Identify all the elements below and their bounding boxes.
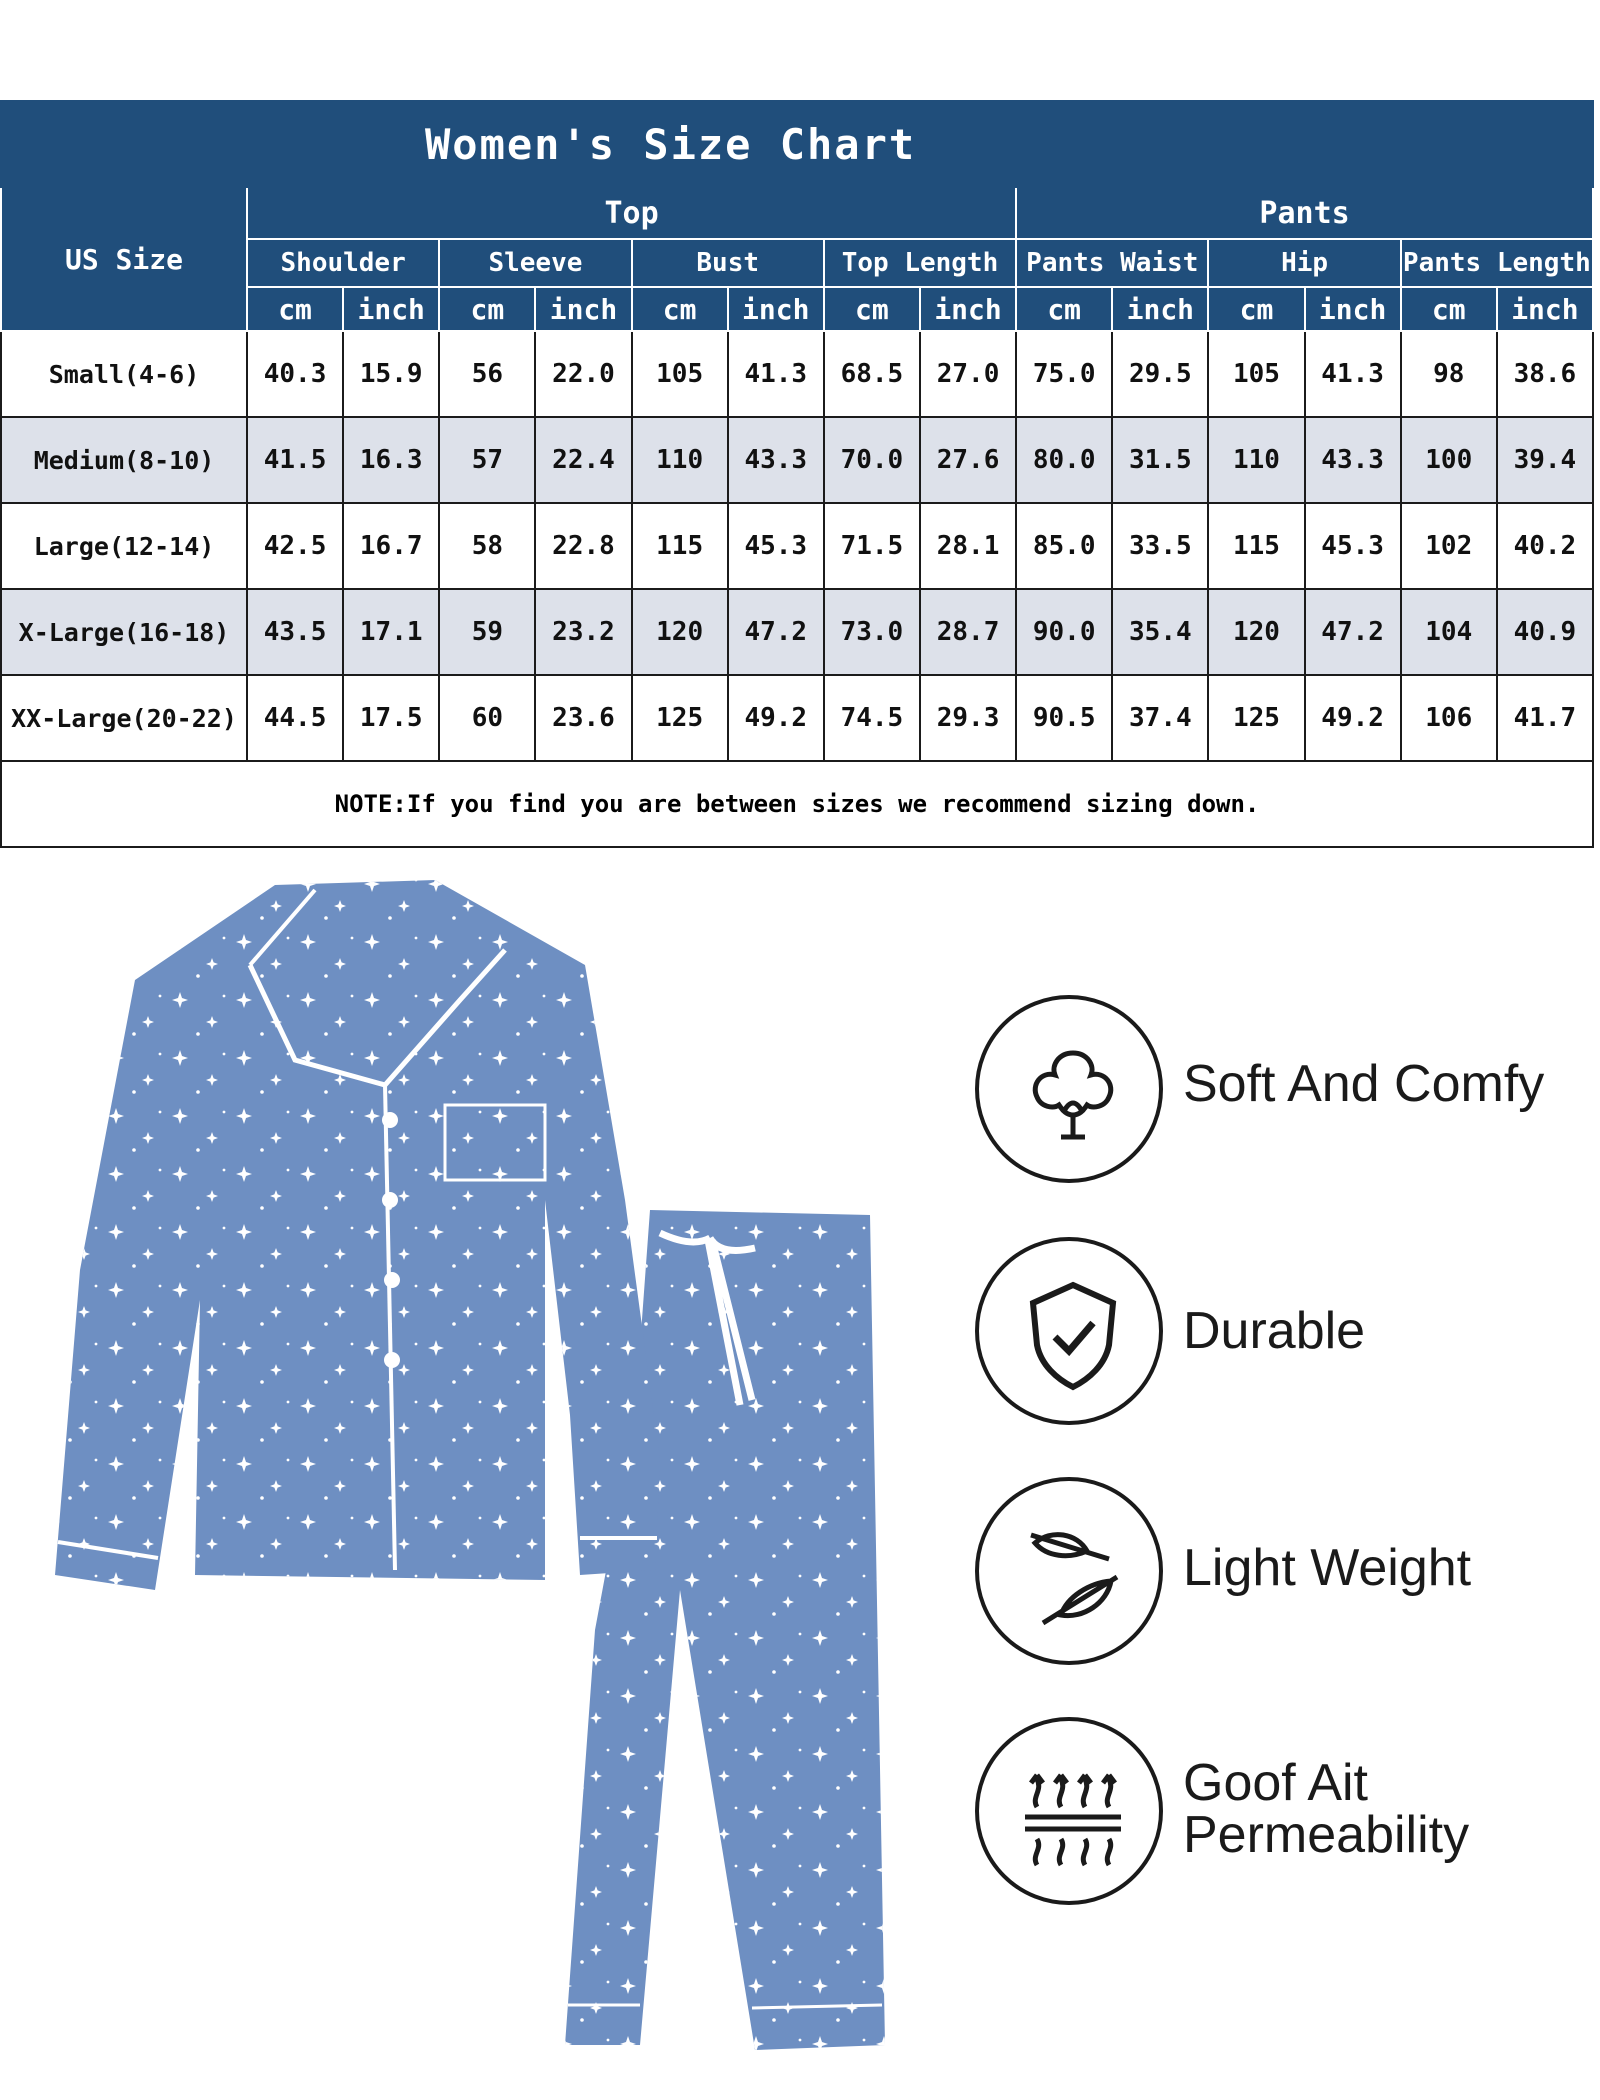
unit-header: inch bbox=[1305, 287, 1401, 331]
measurement-cell: 28.1 bbox=[920, 503, 1016, 589]
feather-icon bbox=[975, 1477, 1163, 1665]
measurement-cell: 125 bbox=[632, 675, 728, 761]
unit-header: inch bbox=[1112, 287, 1208, 331]
measurement-cell: 56 bbox=[439, 331, 535, 417]
size-name-cell: Large(12-14) bbox=[1, 503, 247, 589]
measurement-cell: 120 bbox=[632, 589, 728, 675]
measurement-cell: 90.5 bbox=[1016, 675, 1112, 761]
measurement-cell: 23.6 bbox=[535, 675, 631, 761]
unit-header: inch bbox=[343, 287, 439, 331]
measurement-cell: 80.0 bbox=[1016, 417, 1112, 503]
measurement-cell: 29.5 bbox=[1112, 331, 1208, 417]
group-top-header: Top bbox=[247, 187, 1016, 239]
size-name-cell: Medium(8-10) bbox=[1, 417, 247, 503]
measurement-cell: 17.5 bbox=[343, 675, 439, 761]
measurement-cell: 15.9 bbox=[343, 331, 439, 417]
measurement-cell: 22.0 bbox=[535, 331, 631, 417]
measurement-cell: 45.3 bbox=[728, 503, 824, 589]
measurement-cell: 29.3 bbox=[920, 675, 1016, 761]
measurement-cell: 43.3 bbox=[1305, 417, 1401, 503]
measurement-cell: 41.5 bbox=[247, 417, 343, 503]
measurement-cell: 40.9 bbox=[1497, 589, 1593, 675]
cotton-icon bbox=[975, 995, 1163, 1183]
breathable-icon bbox=[975, 1717, 1163, 1905]
measurement-cell: 74.5 bbox=[824, 675, 920, 761]
measurement-cell: 40.2 bbox=[1497, 503, 1593, 589]
feature-label: Durable bbox=[1183, 1302, 1366, 1360]
measurement-cell: 58 bbox=[439, 503, 535, 589]
feature-soft bbox=[975, 995, 1585, 1195]
measurement-cell: 17.1 bbox=[343, 589, 439, 675]
shirt-shape bbox=[55, 880, 660, 1590]
measurement-cell: 22.4 bbox=[535, 417, 631, 503]
unit-header: inch bbox=[728, 287, 824, 331]
measurement-cell: 49.2 bbox=[728, 675, 824, 761]
table-row bbox=[1, 417, 1593, 503]
size-chart-table bbox=[0, 100, 1594, 848]
measurement-cell: 39.4 bbox=[1497, 417, 1593, 503]
measurement-cell: 105 bbox=[1208, 331, 1304, 417]
measurement-cell: 106 bbox=[1401, 675, 1497, 761]
measurement-cell: 59 bbox=[439, 589, 535, 675]
measurement-cell: 60 bbox=[439, 675, 535, 761]
unit-header: cm bbox=[1401, 287, 1497, 331]
measurement-cell: 49.2 bbox=[1305, 675, 1401, 761]
pajama-set-image bbox=[40, 870, 920, 2060]
measurement-cell: 47.2 bbox=[1305, 589, 1401, 675]
feature-label: Soft And Comfy bbox=[1183, 1055, 1545, 1113]
measurement-cell: 16.3 bbox=[343, 417, 439, 503]
unit-header: cm bbox=[1208, 287, 1304, 331]
sizing-note: NOTE:If you find you are between sizes we recommend sizing down. bbox=[1, 761, 1593, 847]
measurement-cell: 42.5 bbox=[247, 503, 343, 589]
measurement-cell: 98 bbox=[1401, 331, 1497, 417]
size-chart-title: Women's Size Chart bbox=[1, 101, 1593, 187]
measurement-cell: 33.5 bbox=[1112, 503, 1208, 589]
measurement-cell: 28.7 bbox=[920, 589, 1016, 675]
measurement-cell: 73.0 bbox=[824, 589, 920, 675]
unit-header: inch bbox=[920, 287, 1016, 331]
feature-label: Light Weight bbox=[1183, 1539, 1472, 1597]
measurement-cell: 125 bbox=[1208, 675, 1304, 761]
feature-label: Goof Ait bbox=[1183, 1754, 1368, 1812]
measurement-cell: 44.5 bbox=[247, 675, 343, 761]
measurement-cell: 105 bbox=[632, 331, 728, 417]
unit-header: cm bbox=[439, 287, 535, 331]
measurement-cell: 115 bbox=[632, 503, 728, 589]
measurement-cell: 57 bbox=[439, 417, 535, 503]
feature-light-weight bbox=[975, 1477, 1585, 1677]
measurement-cell: 35.4 bbox=[1112, 589, 1208, 675]
measurement-cell: 37.4 bbox=[1112, 675, 1208, 761]
measurement-cell: 75.0 bbox=[1016, 331, 1112, 417]
measurement-cell: 38.6 bbox=[1497, 331, 1593, 417]
measurement-cell: 90.0 bbox=[1016, 589, 1112, 675]
table-row bbox=[1, 503, 1593, 589]
measurement-cell: 102 bbox=[1401, 503, 1497, 589]
us-size-header: US Size bbox=[1, 187, 247, 331]
unit-header: cm bbox=[1016, 287, 1112, 331]
size-name-cell: X-Large(16-18) bbox=[1, 589, 247, 675]
measurement-cell: 115 bbox=[1208, 503, 1304, 589]
table-row bbox=[1, 675, 1593, 761]
measurement-cell: 68.5 bbox=[824, 331, 920, 417]
measurement-cell: 23.2 bbox=[535, 589, 631, 675]
measurement-cell: 104 bbox=[1401, 589, 1497, 675]
shoulder-header: Shoulder bbox=[247, 239, 439, 287]
pants-waist-header: Pants Waist bbox=[1016, 239, 1208, 287]
hip-header: Hip bbox=[1208, 239, 1400, 287]
feature-label: Permeability bbox=[1183, 1806, 1470, 1864]
feature-permeability bbox=[975, 1717, 1585, 1917]
top-length-header: Top Length bbox=[824, 239, 1016, 287]
size-name-cell: XX-Large(20-22) bbox=[1, 675, 247, 761]
feature-durable bbox=[975, 1237, 1585, 1437]
unit-header: cm bbox=[247, 287, 343, 331]
measurement-cell: 16.7 bbox=[343, 503, 439, 589]
measurement-cell: 27.0 bbox=[920, 331, 1016, 417]
measurement-cell: 85.0 bbox=[1016, 503, 1112, 589]
pants-length-header: Pants Length bbox=[1401, 239, 1593, 287]
measurement-cell: 110 bbox=[632, 417, 728, 503]
measurement-cell: 41.3 bbox=[1305, 331, 1401, 417]
shield-check-icon bbox=[975, 1237, 1163, 1425]
measurement-cell: 41.3 bbox=[728, 331, 824, 417]
measurement-cell: 22.8 bbox=[535, 503, 631, 589]
measurement-cell: 31.5 bbox=[1112, 417, 1208, 503]
measurement-cell: 45.3 bbox=[1305, 503, 1401, 589]
size-rows bbox=[1, 331, 1593, 761]
unit-header: inch bbox=[535, 287, 631, 331]
measurement-cell: 47.2 bbox=[728, 589, 824, 675]
measurement-cell: 40.3 bbox=[247, 331, 343, 417]
measurement-cell: 120 bbox=[1208, 589, 1304, 675]
unit-header: cm bbox=[632, 287, 728, 331]
unit-header: inch bbox=[1497, 287, 1593, 331]
table-row bbox=[1, 589, 1593, 675]
unit-header: cm bbox=[824, 287, 920, 331]
measurement-cell: 100 bbox=[1401, 417, 1497, 503]
size-name-cell: Small(4-6) bbox=[1, 331, 247, 417]
measurement-cell: 41.7 bbox=[1497, 675, 1593, 761]
measurement-cell: 27.6 bbox=[920, 417, 1016, 503]
measurement-cell: 70.0 bbox=[824, 417, 920, 503]
measurement-cell: 43.5 bbox=[247, 589, 343, 675]
measurement-cell: 71.5 bbox=[824, 503, 920, 589]
sleeve-header: Sleeve bbox=[439, 239, 631, 287]
table-row bbox=[1, 331, 1593, 417]
measurement-cell: 110 bbox=[1208, 417, 1304, 503]
group-pants-header: Pants bbox=[1016, 187, 1593, 239]
bust-header: Bust bbox=[632, 239, 824, 287]
measurement-cell: 43.3 bbox=[728, 417, 824, 503]
